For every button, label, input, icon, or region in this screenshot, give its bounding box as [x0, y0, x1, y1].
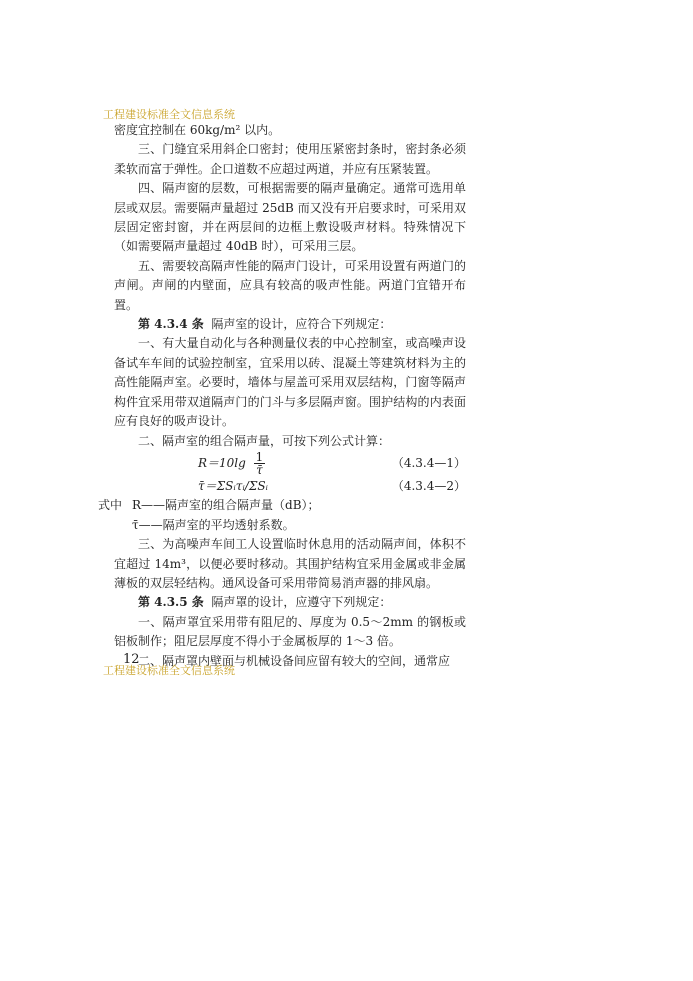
- formula-expression: τ̄＝ΣSᵢτᵢ/ΣSᵢ: [198, 478, 268, 493]
- paragraph-enclosure-material: 一、隔声罩宜采用带有阻尼的、厚度为 0.5～2mm 的钢板或铝板制作；阻尼层厚度不得小于金属板厚的 1～3 倍。: [114, 614, 466, 649]
- page-number: 12: [123, 652, 140, 667]
- fraction: $\frac{1}{\taū}$: [255, 450, 264, 478]
- article-4-3-4: [114, 315, 466, 334]
- equation-number: （4.3.4—1）: [391, 456, 466, 471]
- legend-tau: [132, 516, 466, 535]
- paragraph-enclosure-space: 二、隔声罩内壁面与机械设备间应留有较大的空间，通常应: [138, 653, 451, 668]
- paragraph-rest-room: 三、为高噪声车间工人设置临时休息用的活动隔声间，体积不宜超过 14m³，以便必要时移动。其围护结构宜采用金属或非金属薄板的双层轻结构。通风设备可采用带简易消声器的排风扇。: [114, 537, 466, 590]
- paragraph-formula-intro: 二、隔声室的组合隔声量，可按下列公式计算：: [138, 433, 391, 448]
- article-text: 隔声罩的设计，应遵守下列规定：: [211, 595, 392, 610]
- paragraph-sound-lock: 五、需要较高隔声性能的隔声门设计，可采用设置有两道门的声闸。声闸的内壁面，应具有较高的吸声性能。两道门宜错开布置。: [114, 258, 466, 312]
- paragraph-door-seal: 三、门缝宜采用斜企口密封；使用压紧密封条时，密封条必须柔软而富于弹性。企口道数不应超过两道，并应有压紧装置。: [114, 142, 466, 176]
- article-text: 隔声室的设计，应符合下列规定：: [211, 317, 392, 332]
- watermark-bottom: 工程建设标准全文信息系统: [103, 664, 235, 677]
- paragraph-control-room: 一、有大量自动化与各种测量仪表的中心控制室，或高噪声设备试车车间的试验控制室，宜采用以砖、混凝土等建筑材料为主的高性能隔声室。必要时，墙体与屋盖可采用双层结构，门窗等隔声构件宜采用带双道隔声门的门斗与多层隔声窗。围护结构的内表面应有良好的吸声设计。: [114, 336, 466, 429]
- article-4-3-5: [114, 593, 466, 612]
- paragraph-window-layers: 四、隔声窗的层数，可根据需要的隔声量确定。通常可选用单层或双层。需要隔声量超过 25dB 而又没有开启要求时，可采用双层固定密封窗，并在两层间的边框上敷设吸声材料。特殊情况下（如需要隔声量超过 40dB 时），可采用三层。: [114, 181, 466, 254]
- formula-4-3-4-2: [114, 477, 466, 496]
- watermark-top: 工程建设标准全文信息系统: [103, 108, 235, 121]
- equation-number: （4.3.4—2）: [391, 478, 466, 493]
- legend-prefix: 式中: [98, 498, 123, 513]
- paragraph-density: 密度宜控制在 60kg/m² 以内。: [114, 123, 281, 137]
- article-number: 第 4.3.4 条: [138, 317, 204, 332]
- formula-4-3-4-1: [114, 451, 466, 477]
- legend-r: [98, 496, 466, 515]
- formula-expression: R＝10lg $\frac{1}{\taū}$: [198, 450, 264, 478]
- legend-r-term: R——隔声室的组合隔声量（dB）；: [132, 498, 320, 513]
- legend-tau-term: τ̄——隔声室的平均透射系数。: [132, 517, 295, 532]
- article-number: 第 4.3.5 条: [138, 595, 204, 610]
